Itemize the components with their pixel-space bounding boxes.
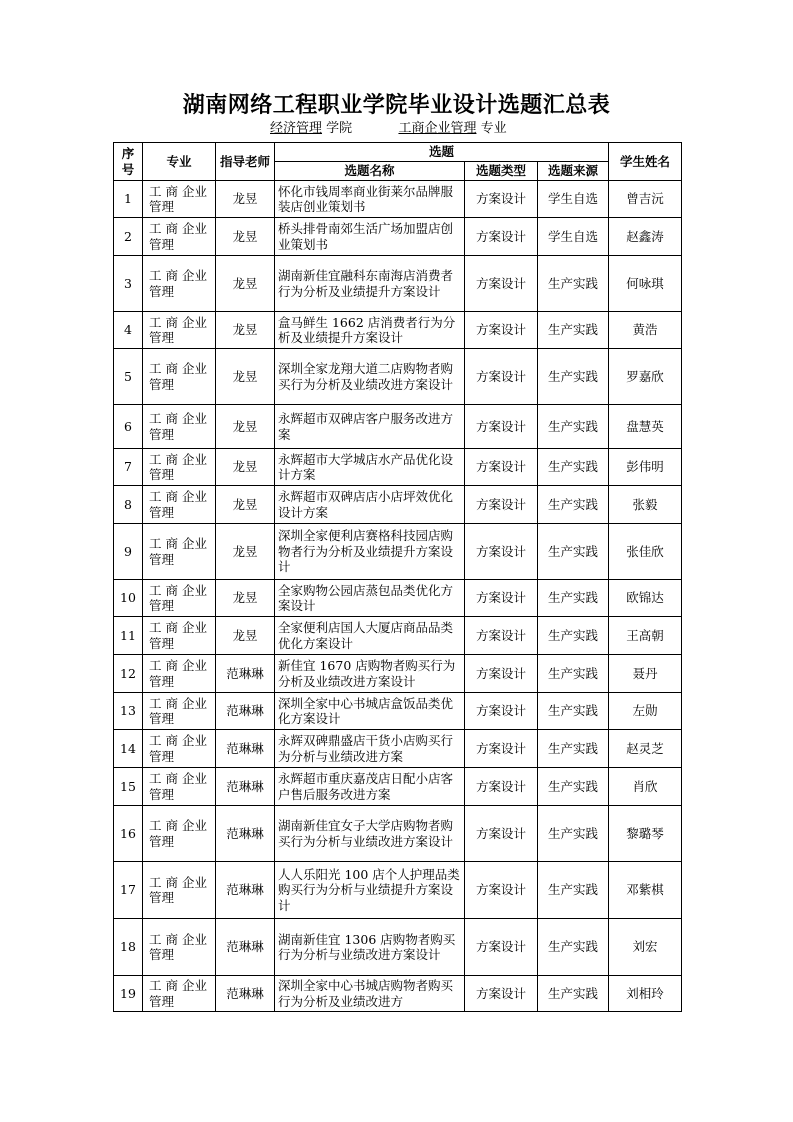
table-row bbox=[114, 449, 682, 486]
row-student: 邓紫棋 bbox=[609, 862, 682, 919]
row-student: 张佳欣 bbox=[609, 524, 682, 580]
row-source: 学生自选 bbox=[538, 181, 609, 218]
table-row bbox=[114, 524, 682, 580]
table-row bbox=[114, 218, 682, 256]
row-major: 工 商 企业管理 bbox=[143, 349, 216, 405]
row-source: 生产实践 bbox=[538, 655, 609, 693]
row-no: 7 bbox=[114, 449, 143, 486]
row-topic: 永辉超市双碑店客户服务改进方案 bbox=[275, 405, 465, 449]
row-source: 生产实践 bbox=[538, 768, 609, 806]
row-major: 工 商 企业管理 bbox=[143, 181, 216, 218]
row-no: 11 bbox=[114, 617, 143, 655]
row-advisor: 范琳琳 bbox=[216, 862, 275, 919]
row-advisor: 龙昱 bbox=[216, 405, 275, 449]
row-source: 生产实践 bbox=[538, 449, 609, 486]
row-no: 1 bbox=[114, 181, 143, 218]
row-advisor: 范琳琳 bbox=[216, 693, 275, 730]
row-no: 9 bbox=[114, 524, 143, 580]
row-no: 18 bbox=[114, 919, 143, 976]
row-no: 5 bbox=[114, 349, 143, 405]
row-source: 学生自选 bbox=[538, 218, 609, 256]
row-type: 方案设计 bbox=[465, 655, 538, 693]
row-no: 15 bbox=[114, 768, 143, 806]
row-topic: 湖南新佳宜女子大学店购物者购买行为分析与业绩改进方案设计 bbox=[275, 806, 465, 862]
row-no: 2 bbox=[114, 218, 143, 256]
header-topic-group: 选题 bbox=[275, 143, 609, 162]
row-type: 方案设计 bbox=[465, 349, 538, 405]
row-student: 赵鑫涛 bbox=[609, 218, 682, 256]
row-major: 工 商 企业管理 bbox=[143, 486, 216, 524]
table-row bbox=[114, 655, 682, 693]
row-no: 14 bbox=[114, 730, 143, 768]
header-topic-name: 选题名称 bbox=[275, 162, 465, 181]
document-title: 湖南网络工程职业学院毕业设计选题汇总表 bbox=[182, 93, 611, 118]
row-source: 生产实践 bbox=[538, 405, 609, 449]
row-type: 方案设计 bbox=[465, 312, 538, 349]
row-topic: 永辉双碑鼎盛店干货小店购买行为分析与业绩改进方案 bbox=[275, 730, 465, 768]
row-source: 生产实践 bbox=[538, 976, 609, 1012]
row-topic: 人人乐阳光 100 店个人护理品类购买行为分析与业绩提升方案设计 bbox=[275, 862, 465, 919]
row-type: 方案设计 bbox=[465, 405, 538, 449]
row-type: 方案设计 bbox=[465, 580, 538, 617]
document-subtitle bbox=[270, 117, 507, 136]
row-no: 4 bbox=[114, 312, 143, 349]
table-row bbox=[114, 349, 682, 405]
college-value: 经济管理 bbox=[270, 121, 323, 136]
row-topic: 桥头排骨南郊生活广场加盟店创业策划书 bbox=[275, 218, 465, 256]
header-advisor: 指导老师 bbox=[216, 143, 275, 181]
row-type: 方案设计 bbox=[465, 617, 538, 655]
row-student: 王高朝 bbox=[609, 617, 682, 655]
row-advisor: 范琳琳 bbox=[216, 976, 275, 1012]
row-no: 17 bbox=[114, 862, 143, 919]
row-topic: 永辉超市重庆嘉茂店日配小店客户售后服务改进方案 bbox=[275, 768, 465, 806]
row-advisor: 龙昱 bbox=[216, 256, 275, 312]
row-student: 曾吉沅 bbox=[609, 181, 682, 218]
row-major: 工 商 企业管理 bbox=[143, 730, 216, 768]
row-source: 生产实践 bbox=[538, 349, 609, 405]
row-topic: 深圳全家中心书城店购物者购买行为分析及业绩改进方 bbox=[275, 976, 465, 1012]
header-major: 专业 bbox=[143, 143, 216, 181]
row-type: 方案设计 bbox=[465, 862, 538, 919]
row-topic: 深圳全家便利店赛格科技园店购物者行为分析及业绩提升方案设计 bbox=[275, 524, 465, 580]
row-major: 工 商 企业管理 bbox=[143, 806, 216, 862]
row-advisor: 龙昱 bbox=[216, 312, 275, 349]
table-row bbox=[114, 862, 682, 919]
row-major: 工 商 企业管理 bbox=[143, 617, 216, 655]
row-major: 工 商 企业管理 bbox=[143, 768, 216, 806]
row-major: 工 商 企业管理 bbox=[143, 580, 216, 617]
row-type: 方案设计 bbox=[465, 486, 538, 524]
topic-summary-table bbox=[113, 142, 682, 1012]
row-major: 工 商 企业管理 bbox=[143, 405, 216, 449]
row-topic: 盒马鲜生 1662 店消费者行为分析及业绩提升方案设计 bbox=[275, 312, 465, 349]
row-no: 3 bbox=[114, 256, 143, 312]
row-type: 方案设计 bbox=[465, 730, 538, 768]
table-row bbox=[114, 730, 682, 768]
row-source: 生产实践 bbox=[538, 862, 609, 919]
row-student: 肖欣 bbox=[609, 768, 682, 806]
row-topic: 全家购物公园店蒸包品类优化方案设计 bbox=[275, 580, 465, 617]
row-type: 方案设计 bbox=[465, 768, 538, 806]
row-source: 生产实践 bbox=[538, 617, 609, 655]
row-topic: 深圳全家中心书城店盒饭品类优化方案设计 bbox=[275, 693, 465, 730]
row-no: 19 bbox=[114, 976, 143, 1012]
row-topic: 永辉超市大学城店水产品优化设计方案 bbox=[275, 449, 465, 486]
row-major: 工 商 企业管理 bbox=[143, 976, 216, 1012]
row-major: 工 商 企业管理 bbox=[143, 312, 216, 349]
row-advisor: 龙昱 bbox=[216, 486, 275, 524]
row-no: 6 bbox=[114, 405, 143, 449]
row-advisor: 范琳琳 bbox=[216, 919, 275, 976]
row-advisor: 龙昱 bbox=[216, 349, 275, 405]
row-major: 工 商 企业管理 bbox=[143, 449, 216, 486]
header-topic-type: 选题类型 bbox=[465, 162, 538, 181]
row-advisor: 范琳琳 bbox=[216, 655, 275, 693]
row-no: 8 bbox=[114, 486, 143, 524]
row-no: 13 bbox=[114, 693, 143, 730]
row-student: 罗嘉欣 bbox=[609, 349, 682, 405]
college-suffix: 学院 bbox=[326, 121, 353, 136]
row-topic: 湖南新佳宜融科东南海店消费者行为分析及业绩提升方案设计 bbox=[275, 256, 465, 312]
row-topic: 深圳全家龙翔大道二店购物者购买行为分析及业绩改进方案设计 bbox=[275, 349, 465, 405]
row-student: 左勋 bbox=[609, 693, 682, 730]
row-student: 彭伟明 bbox=[609, 449, 682, 486]
row-source: 生产实践 bbox=[538, 580, 609, 617]
row-major: 工 商 企业管理 bbox=[143, 524, 216, 580]
table-row bbox=[114, 919, 682, 976]
table-row bbox=[114, 486, 682, 524]
row-topic: 永辉超市双碑店店小店坪效优化设计方案 bbox=[275, 486, 465, 524]
row-student: 何咏琪 bbox=[609, 256, 682, 312]
major-value: 工商企业管理 bbox=[398, 121, 477, 136]
row-student: 聂丹 bbox=[609, 655, 682, 693]
row-student: 盘慧英 bbox=[609, 405, 682, 449]
table-row bbox=[114, 768, 682, 806]
row-source: 生产实践 bbox=[538, 524, 609, 580]
row-advisor: 范琳琳 bbox=[216, 806, 275, 862]
row-topic: 湖南新佳宜 1306 店购物者购买行为分析与业绩改进方案设计 bbox=[275, 919, 465, 976]
row-type: 方案设计 bbox=[465, 218, 538, 256]
table-row bbox=[114, 181, 682, 218]
row-type: 方案设计 bbox=[465, 256, 538, 312]
row-advisor: 龙昱 bbox=[216, 449, 275, 486]
row-advisor: 龙昱 bbox=[216, 617, 275, 655]
table-row bbox=[114, 580, 682, 617]
row-source: 生产实践 bbox=[538, 730, 609, 768]
header-no: 序号 bbox=[114, 143, 143, 181]
row-type: 方案设计 bbox=[465, 449, 538, 486]
row-major: 工 商 企业管理 bbox=[143, 218, 216, 256]
row-topic: 全家便利店国人大厦店商品品类优化方案设计 bbox=[275, 617, 465, 655]
table-row bbox=[114, 693, 682, 730]
row-major: 工 商 企业管理 bbox=[143, 862, 216, 919]
row-source: 生产实践 bbox=[538, 919, 609, 976]
row-type: 方案设计 bbox=[465, 181, 538, 218]
row-student: 刘宏 bbox=[609, 919, 682, 976]
header-topic-source: 选题来源 bbox=[538, 162, 609, 181]
row-student: 张毅 bbox=[609, 486, 682, 524]
row-advisor: 龙昱 bbox=[216, 580, 275, 617]
major-suffix: 专业 bbox=[480, 121, 507, 136]
row-major: 工 商 企业管理 bbox=[143, 256, 216, 312]
row-student: 黎璐琴 bbox=[609, 806, 682, 862]
header-student: 学生姓名 bbox=[609, 143, 682, 181]
row-student: 黄浩 bbox=[609, 312, 682, 349]
table-row bbox=[114, 617, 682, 655]
row-major: 工 商 企业管理 bbox=[143, 655, 216, 693]
row-student: 赵灵芝 bbox=[609, 730, 682, 768]
row-topic: 新佳宜 1670 店购物者购买行为分析及业绩改进方案设计 bbox=[275, 655, 465, 693]
row-advisor: 范琳琳 bbox=[216, 768, 275, 806]
table-row bbox=[114, 976, 682, 1012]
row-type: 方案设计 bbox=[465, 806, 538, 862]
row-major: 工 商 企业管理 bbox=[143, 693, 216, 730]
row-major: 工 商 企业管理 bbox=[143, 919, 216, 976]
row-type: 方案设计 bbox=[465, 976, 538, 1012]
row-no: 10 bbox=[114, 580, 143, 617]
row-type: 方案设计 bbox=[465, 524, 538, 580]
row-advisor: 龙昱 bbox=[216, 524, 275, 580]
table-row bbox=[114, 256, 682, 312]
table-row bbox=[114, 312, 682, 349]
row-advisor: 龙昱 bbox=[216, 218, 275, 256]
row-no: 12 bbox=[114, 655, 143, 693]
row-advisor: 范琳琳 bbox=[216, 730, 275, 768]
row-source: 生产实践 bbox=[538, 806, 609, 862]
row-source: 生产实践 bbox=[538, 693, 609, 730]
table-row bbox=[114, 405, 682, 449]
row-source: 生产实践 bbox=[538, 486, 609, 524]
row-source: 生产实践 bbox=[538, 312, 609, 349]
row-advisor: 龙昱 bbox=[216, 181, 275, 218]
row-type: 方案设计 bbox=[465, 693, 538, 730]
row-source: 生产实践 bbox=[538, 256, 609, 312]
row-topic: 怀化市钱周率商业街莱尔品牌服装店创业策划书 bbox=[275, 181, 465, 218]
row-no: 16 bbox=[114, 806, 143, 862]
row-type: 方案设计 bbox=[465, 919, 538, 976]
row-student: 欧锦达 bbox=[609, 580, 682, 617]
row-student: 刘相玲 bbox=[609, 976, 682, 1012]
table-row bbox=[114, 806, 682, 862]
